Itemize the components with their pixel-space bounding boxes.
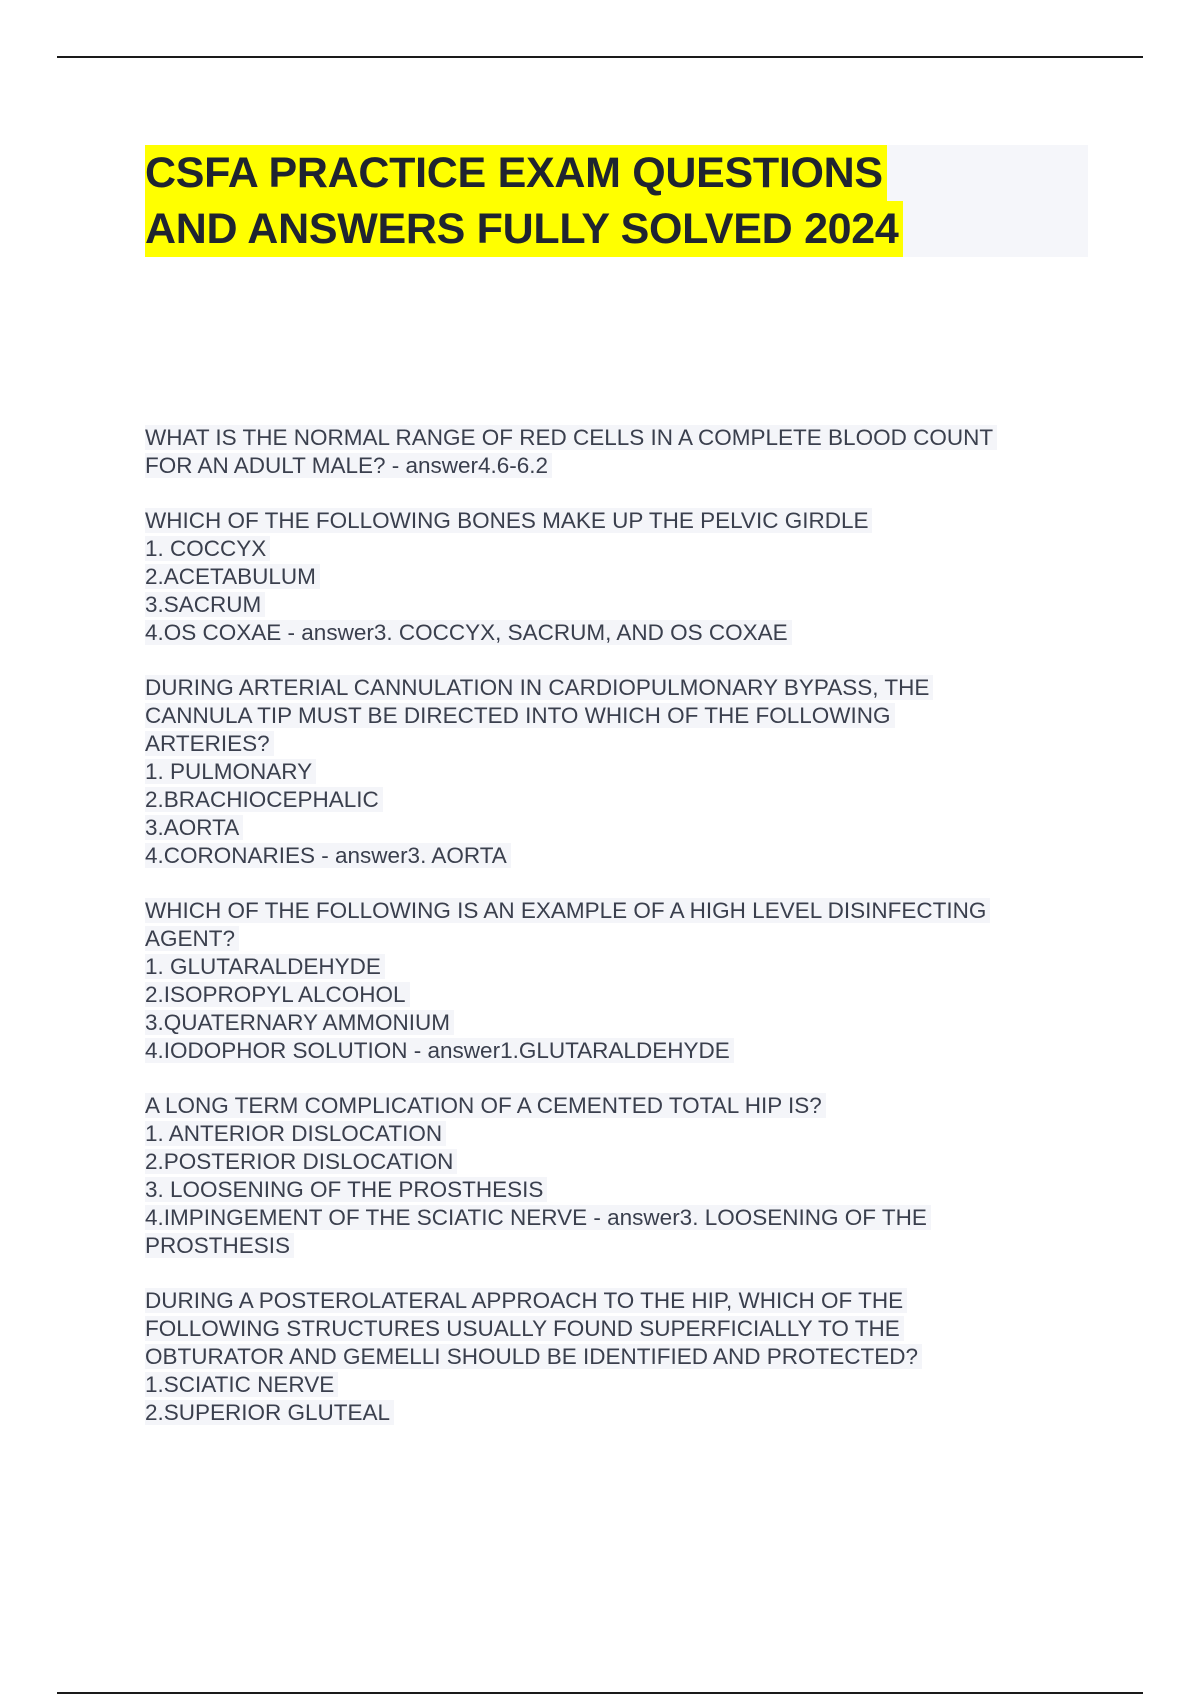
top-rule — [57, 56, 1143, 58]
question-line: A LONG TERM COMPLICATION OF A CEMENTED TOTAL HIP IS? — [145, 1093, 826, 1118]
answer-line: 4.IMPINGEMENT OF THE SCIATIC NERVE - answer3. LOOSENING OF THE — [145, 1205, 931, 1230]
option-line: 3. LOOSENING OF THE PROSTHESIS — [145, 1177, 547, 1202]
option-line: 3.SACRUM — [145, 592, 265, 617]
option-line: 2.ACETABULUM — [145, 564, 320, 589]
question-line: OBTURATOR AND GEMELLI SHOULD BE IDENTIFIED AND PROTECTED? — [145, 1344, 922, 1369]
question-block — [145, 897, 1095, 1065]
question-line: FOLLOWING STRUCTURES USUALLY FOUND SUPERFICIALLY TO THE — [145, 1316, 904, 1341]
question-list — [145, 424, 1095, 1454]
option-line: 2.POSTERIOR DISLOCATION — [145, 1149, 457, 1174]
question-line: WHICH OF THE FOLLOWING BONES MAKE UP THE PELVIC GIRDLE — [145, 508, 872, 533]
question-line: WHICH OF THE FOLLOWING IS AN EXAMPLE OF A HIGH LEVEL DISINFECTING — [145, 898, 990, 923]
bottom-rule — [57, 1692, 1143, 1694]
answer-line: 4.CORONARIES - answer3. AORTA — [145, 843, 511, 868]
question-line: DURING A POSTEROLATERAL APPROACH TO THE HIP, WHICH OF THE — [145, 1288, 907, 1313]
question-line: DURING ARTERIAL CANNULATION IN CARDIOPULMONARY BYPASS, THE — [145, 675, 933, 700]
question-block — [145, 1287, 1095, 1427]
option-line: 2.SUPERIOR GLUTEAL — [145, 1400, 394, 1425]
question-line: WHAT IS THE NORMAL RANGE OF RED CELLS IN A COMPLETE BLOOD COUNT — [145, 425, 997, 450]
question-block — [145, 507, 1095, 647]
option-line: 1. ANTERIOR DISLOCATION — [145, 1121, 446, 1146]
option-line: 1. COCCYX — [145, 536, 270, 561]
question-block — [145, 674, 1095, 870]
answer-line: 4.OS COXAE - answer3. COCCYX, SACRUM, AND OS COXAE — [145, 620, 792, 645]
option-line: 1.SCIATIC NERVE — [145, 1372, 338, 1397]
document-title — [145, 145, 1088, 257]
option-line: 1. PULMONARY — [145, 759, 316, 784]
question-block — [145, 424, 1095, 480]
title-line-2: AND ANSWERS FULLY SOLVED 2024 — [145, 201, 903, 257]
title-line-1: CSFA PRACTICE EXAM QUESTIONS — [145, 145, 887, 201]
option-line: 2.BRACHIOCEPHALIC — [145, 787, 383, 812]
option-line: 1. GLUTARALDEHYDE — [145, 954, 385, 979]
question-line: FOR AN ADULT MALE? - answer4.6-6.2 — [145, 453, 552, 478]
question-line: ARTERIES? — [145, 731, 274, 756]
answer-line: 4.IODOPHOR SOLUTION - answer1.GLUTARALDEHYDE — [145, 1038, 734, 1063]
option-line: 3.QUATERNARY AMMONIUM — [145, 1010, 454, 1035]
question-line: CANNULA TIP MUST BE DIRECTED INTO WHICH OF THE FOLLOWING — [145, 703, 895, 728]
question-block — [145, 1092, 1095, 1260]
question-line: AGENT? — [145, 926, 239, 951]
option-line: 3.AORTA — [145, 815, 243, 840]
option-line: 2.ISOPROPYL ALCOHOL — [145, 982, 410, 1007]
answer-line: PROSTHESIS — [145, 1233, 294, 1258]
